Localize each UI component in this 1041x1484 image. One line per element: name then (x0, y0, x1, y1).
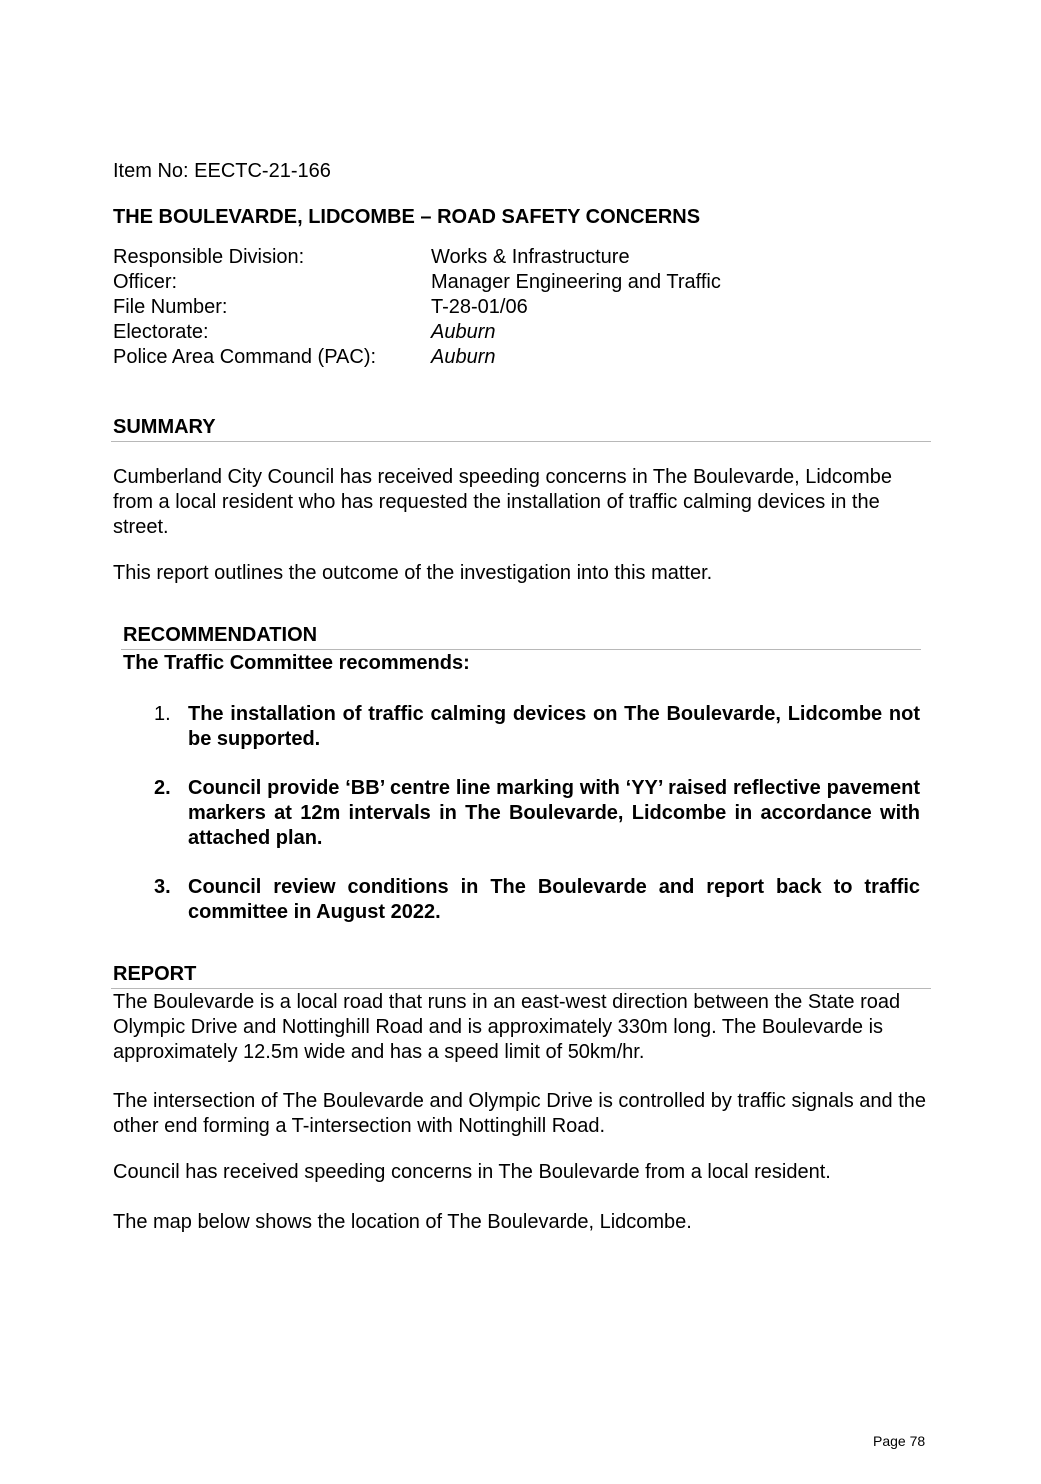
recommendation-number: 3. (154, 876, 171, 898)
recommendation-item (154, 702, 920, 752)
recommendation-item (154, 776, 920, 851)
meta-value: Auburn (431, 346, 496, 368)
meta-label: Police Area Command (PAC): (113, 346, 377, 368)
report-metadata (113, 245, 913, 370)
report-paragraph: The map below shows the location of The Boulevarde, Lidcombe. (113, 1211, 692, 1233)
recommendation-text: The installation of traffic calming devices on The Boulevarde, Lidcombe not be supported. (188, 703, 920, 750)
meta-value: Auburn (431, 321, 496, 343)
meta-label: Electorate: (113, 321, 209, 343)
meta-label: File Number: (113, 296, 228, 318)
meta-row-division (113, 245, 913, 270)
meta-row-file-number (113, 295, 913, 320)
report-paragraph: The Boulevarde is a local road that runs in an east-west direction between the State road Olympic Drive and Nottinghill Road and is approximately 330m long. The Boulevarde is approximately 12.5m wide and has a speed limit of 50km/hr. (113, 991, 901, 1063)
meta-row-officer (113, 270, 913, 295)
recommendation-number: 1. (154, 703, 171, 725)
meta-row-pac (113, 345, 913, 370)
meta-value: T-28-01/06 (431, 296, 528, 318)
recommendation-text: Council provide ‘BB’ centre line marking with ‘YY’ raised reflective pavement markers at 12m intervals in The Boulevarde, Lidcombe in accordance with attached plan. (188, 777, 920, 849)
report-title: THE BOULEVARDE, LIDCOMBE – ROAD SAFETY CONCERNS (113, 206, 701, 228)
summary-divider (111, 441, 931, 442)
summary-paragraph: Cumberland City Council has received speeding concerns in The Boulevarde, Lidcombe from a local resident who has requested the installation of traffic calming devices in the street. (113, 466, 892, 538)
recommendation-intro: The Traffic Committee recommends: (123, 652, 470, 674)
summary-heading: SUMMARY (113, 416, 216, 438)
report-paragraph: The intersection of The Boulevarde and Olympic Drive is controlled by traffic signals and the other end forming a T-intersection with Nottinghill Road. (113, 1090, 927, 1137)
report-paragraph: Council has received speeding concerns in The Boulevarde from a local resident. (113, 1161, 831, 1183)
meta-row-electorate (113, 320, 913, 345)
recommendation-divider (121, 649, 921, 650)
recommendation-number: 2. (154, 777, 171, 799)
recommendation-item (154, 875, 920, 925)
meta-value: Manager Engineering and Traffic (431, 271, 721, 293)
report-divider (111, 988, 931, 989)
recommendation-list (154, 702, 920, 949)
summary-paragraph: This report outlines the outcome of the investigation into this matter. (113, 562, 713, 584)
meta-label: Responsible Division: (113, 246, 305, 268)
report-heading: REPORT (113, 963, 197, 985)
page-number: Page 78 (873, 1433, 926, 1449)
meta-value: Works & Infrastructure (431, 246, 630, 268)
recommendation-text: Council review conditions in The Boulevarde and report back to traffic committee in August 2022. (188, 876, 920, 923)
recommendation-heading: RECOMMENDATION (123, 624, 318, 646)
meta-label: Officer: (113, 271, 178, 293)
item-number: Item No: EECTC-21-166 (113, 160, 331, 182)
